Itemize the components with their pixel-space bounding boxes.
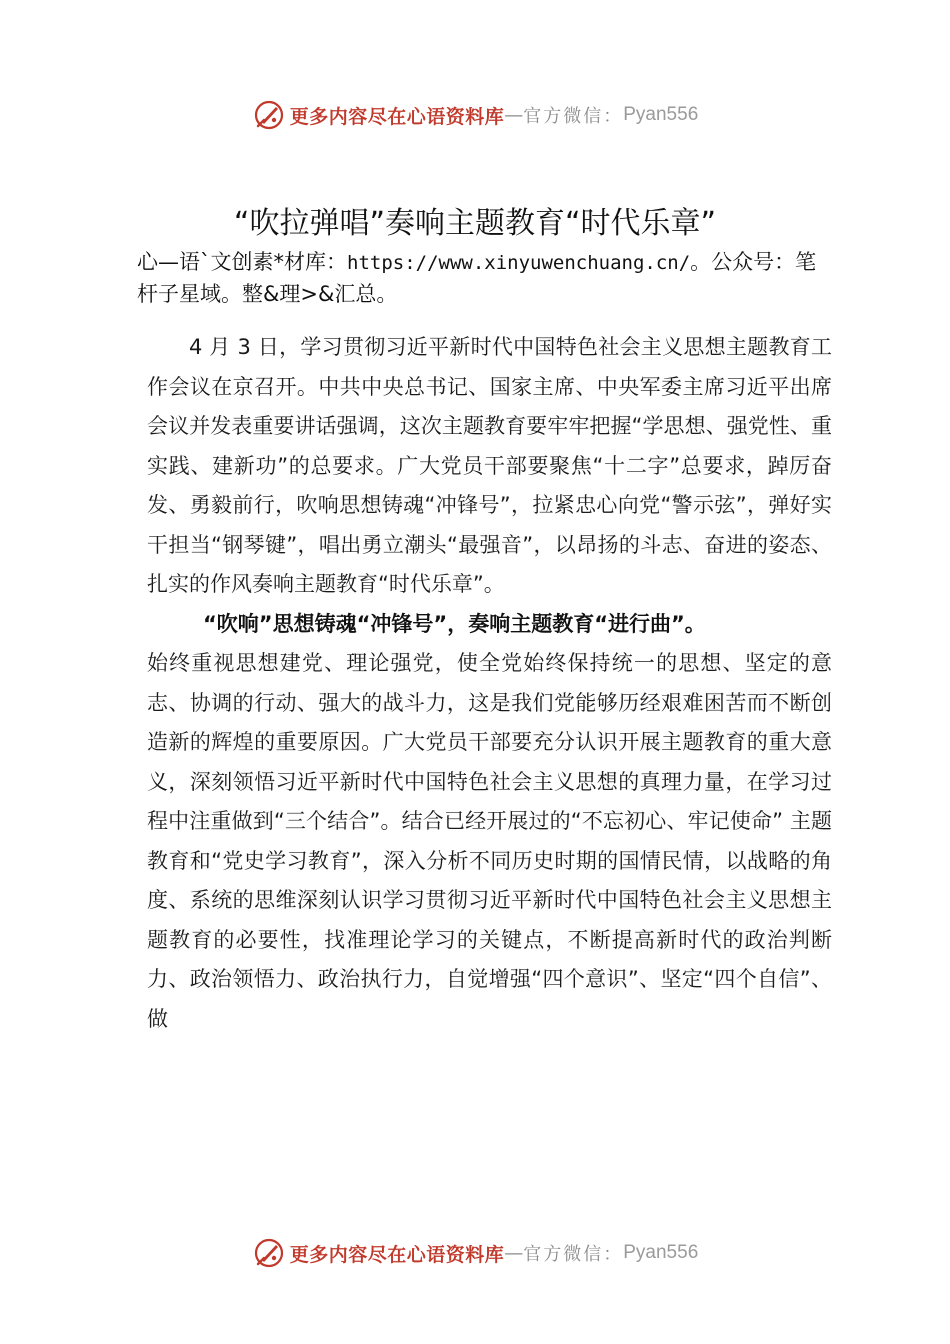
document-body: [147, 328, 832, 1039]
source-url[interactable]: https://www.xinyuwenchuang.cn/: [347, 252, 691, 274]
banner-brand: 更多内容尽在心语资料库: [289, 105, 505, 128]
section-heading-1: “吹响”思想铸魂“冲锋号”，奏响主题教育“进行曲”。: [203, 611, 706, 636]
banner-brand: 更多内容尽在心语资料库: [289, 1243, 505, 1266]
source-suffix: 。公众号：笔杆子星域。整&理>&汇总。: [137, 250, 817, 306]
document-title: “吹拉弹唱”奏响主题教育“时代乐章”: [233, 206, 717, 241]
banner-label: 官方微信：: [523, 1244, 624, 1265]
paragraph-1: 4 月 3 日，学习贯彻习近平新时代中国特色社会主义思想主题教育工作会议在京召开。中共中央总书记、国家主席、中央军委主席习近平出席会议并发表重要讲话强调，这次主题教育要牢牢把握“学思想、强党性、重实践、建新功”的总要求。广大党员干部要聚焦“十二字”总要求，踔厉奋发、勇毅前行，吹响思想铸魂“冲锋号”，拉紧忠心向党“警示弦”，弹好实干担当“钢琴键”，唱出勇立潮头“最强音”，以昂扬的斗志、奋进的姿态、扎实的作风奏响主题教育“时代乐章”。: [147, 335, 832, 596]
footer-banner: [0, 1233, 950, 1273]
banner-label: 官方微信：: [523, 106, 624, 127]
banner-separator: —: [504, 104, 524, 126]
quill-logo-icon: [252, 1236, 286, 1270]
banner-wechat-id: Pyan556: [623, 1242, 699, 1263]
banner-separator: —: [504, 1242, 524, 1264]
source-note: [137, 247, 837, 310]
quill-logo-icon: [252, 98, 286, 132]
paragraph-2: 始终重视思想建党、理论强党，使全党始终保持统一的思想、坚定的意志、协调的行动、强大的战斗力，这是我们党能够历经艰难困苦而不断创造新的辉煌的重要原因。广大党员干部要充分认识开展主题教育的重大意义，深刻领悟习近平新时代中国特色社会主义思想的真理力量，在学习过程中注重做到“三个结合”。结合已经开展过的“不忘初心、牢记使命” 主题教育和“党史学习教育”，深入分析不同历史时期的国情民情，以战略的角度、系统的思维深刻认识学习贯彻习近平新时代中国特色社会主义思想主题教育的必要性，找准理论学习的关键点，不断提高新时代的政治判断力、政治领悟力、政治执行力，自觉增强“四个意识”、坚定“四个自信”、做: [147, 651, 832, 1031]
banner-wechat-id: Pyan556: [623, 104, 699, 125]
source-prefix: 心—语`文创素*材库：: [137, 250, 347, 274]
header-banner: [0, 95, 950, 135]
